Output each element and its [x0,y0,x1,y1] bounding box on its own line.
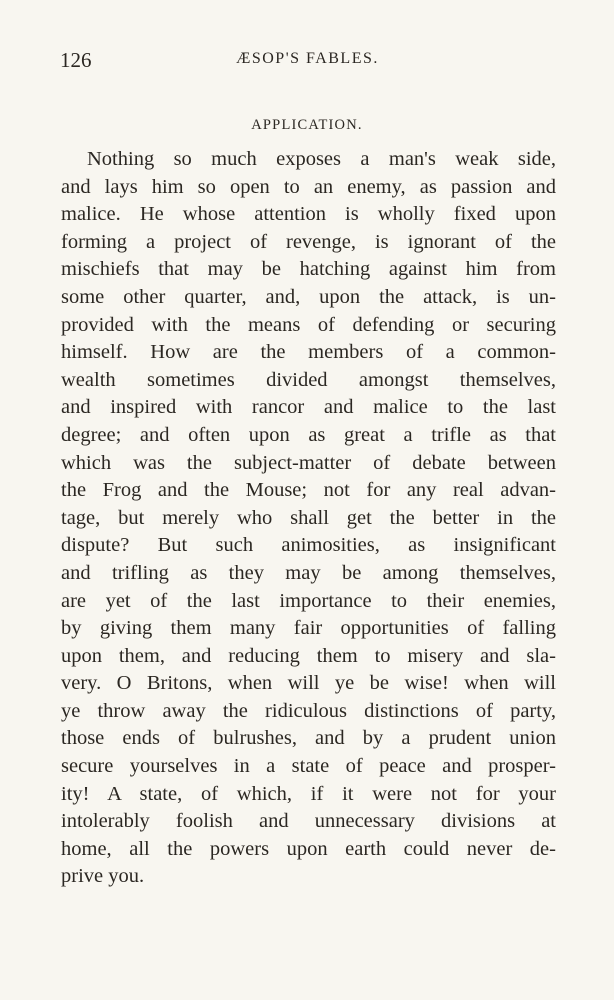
text-line: dispute? But such animosities, as insignificant [61,534,556,557]
text-line: and inspired with rancor and malice to the last [61,396,556,419]
text-line: forming a project of revenge, is ignorant of the [61,230,556,253]
text-line: himself. How are the members of a common- [61,341,556,364]
text-line: intolerably foolish and unnecessary divisions at [61,810,556,833]
text-line: by giving them many fair opportunities of falling [61,617,556,640]
text-line: very. O Britons, when will ye be wise! when will [61,672,556,695]
text-line: some other quarter, and, upon the attack, is un- [61,285,556,308]
text-line: wealth sometimes divided amongst themselves, [61,368,556,391]
text-line: the Frog and the Mouse; not for any real advan- [61,479,556,502]
text-line: ity! A state, of which, if it were not for your [61,782,556,805]
text-line: home, all the powers upon earth could never de- [61,837,556,860]
text-line: malice. He whose attention is wholly fixed upon [61,203,556,226]
text-line: and lays him so open to an enemy, as passion and [61,175,556,198]
text-line: ye throw away the ridiculous distinctions of party, [61,699,556,722]
text-line: which was the subject-matter of debate between [61,451,556,474]
text-line: Nothing so much exposes a man's weak side, [87,148,556,170]
body-text [61,146,556,891]
text-line: degree; and often upon as great a trifle as that [61,423,556,446]
page-header [60,48,555,74]
text-line: mischiefs that may be hatching against him from [61,258,556,281]
text-line: tage, but merely who shall get the better in the [61,506,556,529]
text-line: and trifling as they may be among themselves, [61,561,556,584]
text-line: are yet of the last importance to their enemies, [61,589,556,612]
text-line: provided with the means of defending or securing [61,313,556,336]
text-line: upon them, and reducing them to misery and sla- [61,644,556,667]
text-line: those ends of bulrushes, and by a prudent union [61,727,556,750]
section-heading: APPLICATION. [251,117,363,133]
text-line: secure yourselves in a state of peace and prosper- [61,755,556,778]
page-number: 126 [60,48,92,72]
running-title: ÆSOP'S FABLES. [236,50,379,67]
text-line: prive you. [61,865,145,888]
